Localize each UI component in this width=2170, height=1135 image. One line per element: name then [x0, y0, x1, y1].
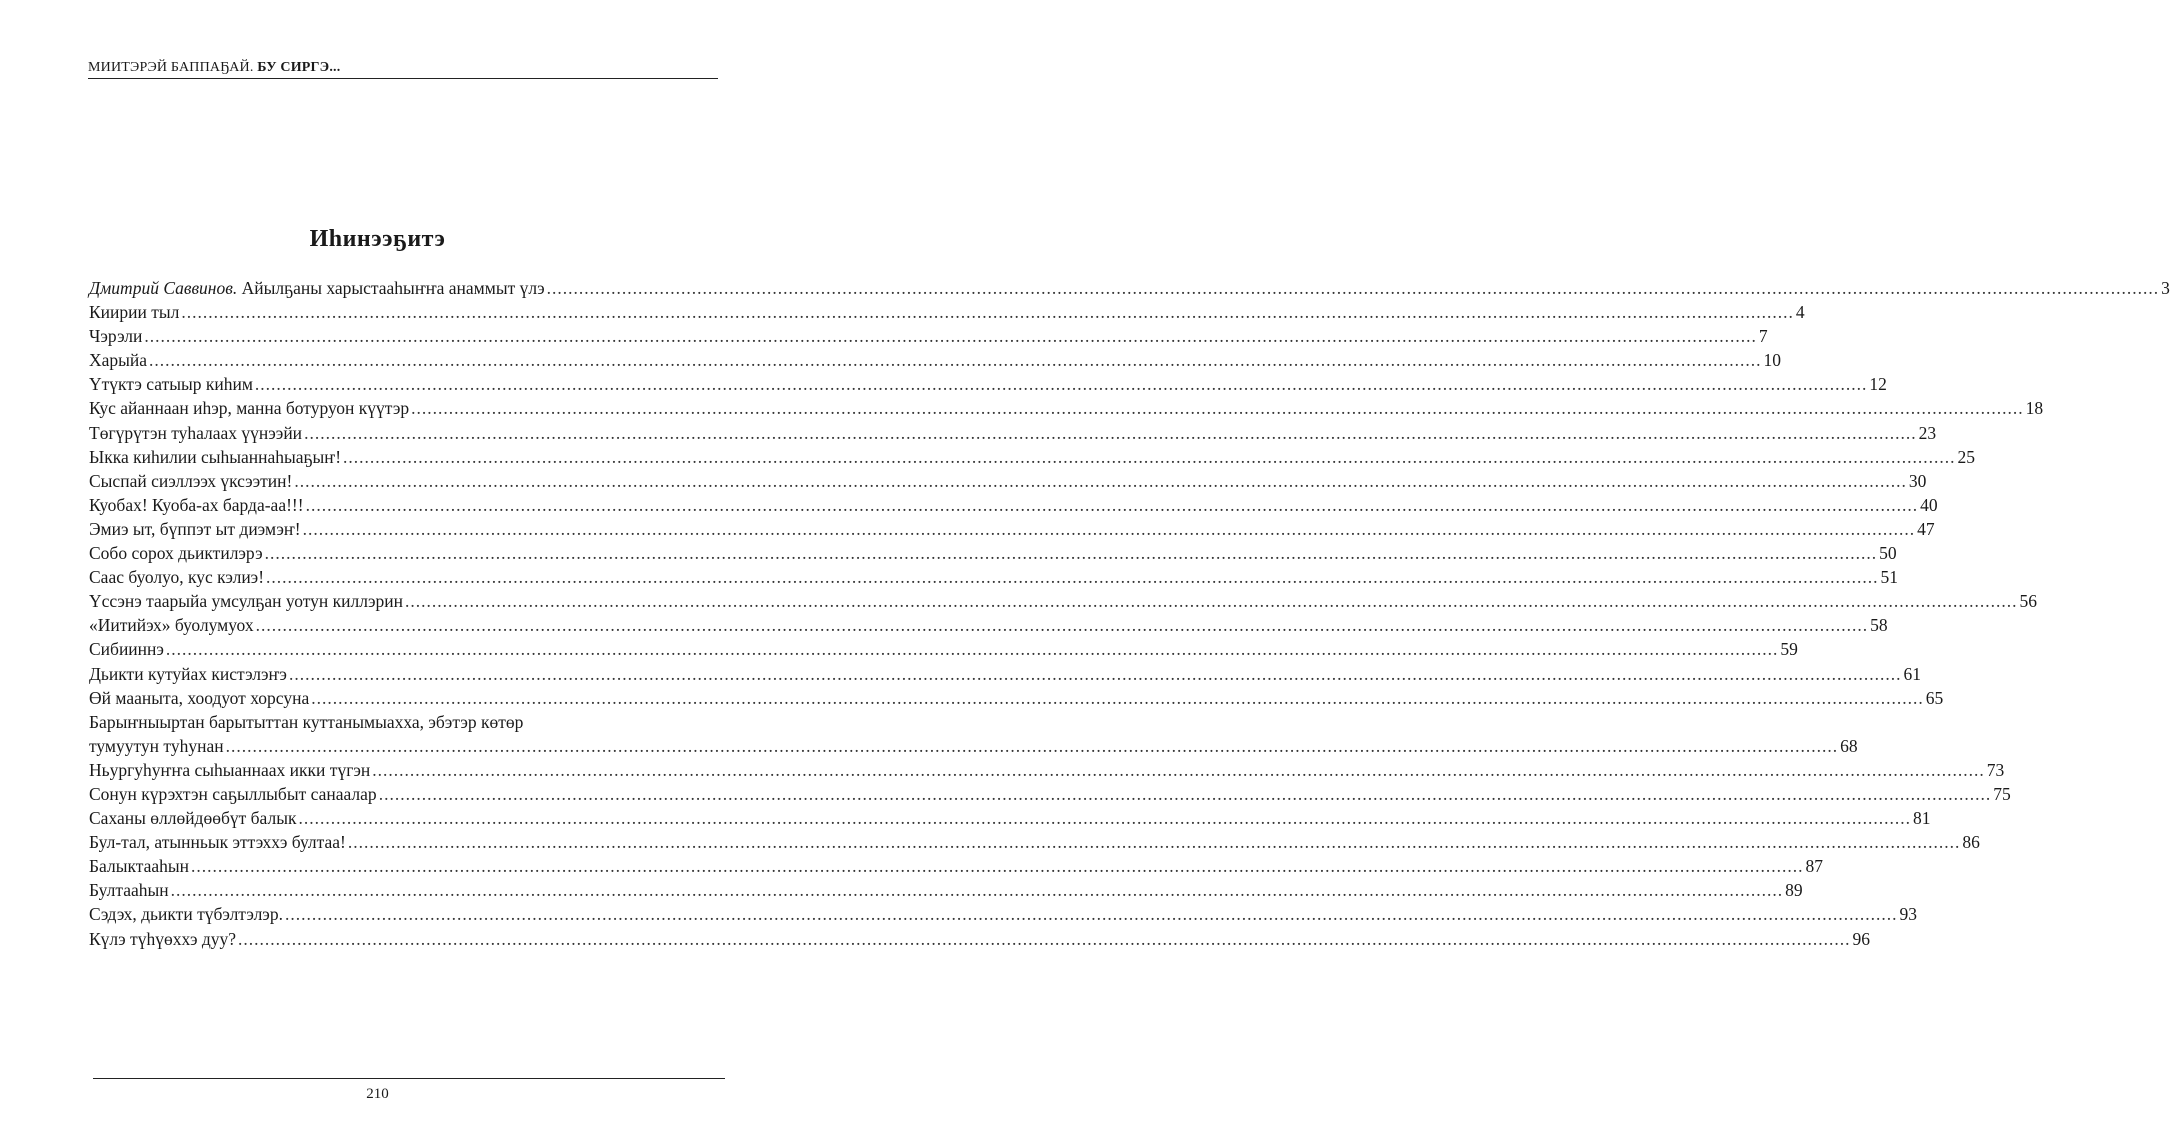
- toc-entry-title-continuation: тумуутун туһунан: [89, 735, 224, 756]
- toc-entry-title: [89, 613, 254, 637]
- toc-entry-page: 56: [2019, 591, 2037, 612]
- toc-entry: [89, 830, 1980, 854]
- toc-entry: [89, 276, 2170, 300]
- dot-leader: ............................................................................................................................................................................................................................................................................................................: [405, 591, 2018, 612]
- toc-entry-title: [89, 710, 523, 734]
- toc-entry-page: 68: [1840, 735, 1858, 756]
- toc-entry: [89, 613, 1888, 637]
- toc-entry-page: 93: [1899, 904, 1917, 925]
- toc-entry-line: [89, 878, 1803, 902]
- toc-entry-title-text: Сонун күрэхтэн саҕыллыбыт санаалар: [89, 783, 377, 804]
- toc-entry-title: [89, 372, 253, 396]
- toc-entry-line: [89, 445, 1976, 469]
- toc-entry: [89, 589, 2037, 613]
- toc-entry-page: 3: [2161, 278, 2170, 298]
- toc-entry: [89, 854, 1824, 878]
- toc-entry: [89, 541, 1897, 565]
- toc-entry: [89, 372, 1887, 396]
- toc-entry-line: [89, 396, 2044, 420]
- toc-entry-page: 12: [1869, 374, 1887, 395]
- toc-entry-title-text: Сэдэх, дьикти түбэлтэлэр.: [89, 904, 283, 925]
- toc-entry-page: 30: [1908, 470, 1927, 491]
- toc-entry-line: [89, 372, 1887, 396]
- toc-entry-page: 47: [1917, 518, 1935, 539]
- dot-leader: ............................................................................................................................................................................................................................................................................................................: [378, 783, 1992, 804]
- toc-entry-line: [89, 734, 1858, 758]
- toc-entry-page: 18: [2025, 398, 2044, 419]
- toc-entry-page: 75: [1993, 783, 2011, 804]
- toc-entry: [89, 637, 1798, 661]
- toc-entry-title: [89, 637, 164, 661]
- dot-leader: ............................................................................................................................................................................................................................................................................................................: [304, 422, 1917, 443]
- toc-entry-line: [89, 276, 2170, 300]
- toc-entry: [89, 445, 1976, 469]
- toc-entry-line: [89, 902, 1917, 926]
- dot-leader: ............................................................................................................................................................................................................................................................................................................: [347, 832, 1961, 853]
- toc-entry-author: Дмитрий Саввинов.: [89, 278, 238, 298]
- footer-rule: [93, 1078, 725, 1079]
- toc-entry-title-text: Бултааһын: [89, 880, 169, 901]
- toc-entry-title-text: Үссэнэ таарыйа умсулҕан уотун киллэрин: [89, 591, 403, 612]
- toc-entry-title: [89, 517, 301, 541]
- toc-entry-page: 86: [1962, 832, 1980, 853]
- toc-entry-title: [89, 878, 169, 902]
- dot-leader: ............................................................................................................................................................................................................................................................................................................: [411, 398, 2024, 419]
- toc-entry-page: 4: [1795, 302, 1805, 323]
- toc-entry-title: [89, 300, 179, 324]
- dot-leader: ............................................................................................................................................................................................................................................................................................................: [264, 543, 1878, 564]
- dot-leader: ............................................................................................................................................................................................................................................................................................................: [149, 350, 1762, 371]
- toc-entry-title: [89, 396, 409, 420]
- dot-leader: ............................................................................................................................................................................................................................................................................................................: [311, 687, 1924, 708]
- toc-entry-line: [89, 300, 1805, 324]
- running-head-author: МИИТЭРЭЙ БАППАҔАЙ.: [88, 60, 254, 75]
- toc-entry: [89, 324, 1768, 348]
- toc-entry-title-text: Дьикти кутуйах кистэлэҥэ: [89, 663, 287, 684]
- toc-entry-title: [89, 445, 341, 469]
- header-rule: [88, 78, 718, 79]
- toc-entry-page: 23: [1918, 422, 1937, 443]
- dot-leader: ............................................................................................................................................................................................................................................................................................................: [302, 518, 1916, 539]
- toc-entry-title: [89, 662, 287, 686]
- toc-entry-title-text: Саханы өллөйдөөбүт балык: [89, 808, 297, 829]
- toc-entry: [89, 902, 1917, 926]
- toc-entry: [89, 469, 1927, 493]
- toc-entry-title-text: Кус айаннаан иһэр, манна ботуруон күүтэр: [89, 398, 410, 419]
- dot-leader: ............................................................................................................................................................................................................................................................................................................: [181, 302, 1794, 323]
- toc-title: Иһинээҕитэ: [309, 226, 446, 252]
- toc-entry-page: 25: [1957, 446, 1976, 467]
- running-head: [88, 60, 718, 76]
- dot-leader: ............................................................................................................................................................................................................................................................................................................: [170, 880, 1784, 901]
- toc-entry-page: 10: [1763, 350, 1782, 371]
- toc-entry-page: 65: [1925, 687, 1944, 708]
- toc-entry-title: [89, 830, 346, 854]
- dot-leader: ............................................................................................................................................................................................................................................................................................................: [288, 663, 1902, 684]
- toc-entry-line: [89, 517, 1935, 541]
- toc-entry: [89, 806, 1931, 830]
- toc-entry-title: [89, 276, 545, 300]
- toc-entry-title: [89, 902, 283, 926]
- dot-leader: ............................................................................................................................................................................................................................................................................................................: [294, 470, 1907, 491]
- toc-entry-title-text: Киирии тыл: [89, 302, 180, 323]
- toc-entry-title-text: Собо сорох дьиктилэрэ: [89, 543, 263, 564]
- toc-entry-page: 58: [1870, 615, 1888, 636]
- toc-entry-page: 59: [1780, 639, 1798, 660]
- toc-entry-page: 40: [1920, 494, 1938, 515]
- dot-leader: ............................................................................................................................................................................................................................................................................................................: [165, 639, 1779, 660]
- toc-entry-page: 61: [1903, 663, 1921, 684]
- running-head-title: БУ СИРГЭ...: [257, 60, 341, 75]
- toc-entry-title: [89, 469, 292, 493]
- dot-leader: ............................................................................................................................................................................................................................................................................................................: [343, 446, 1956, 467]
- toc-entry-line: [89, 565, 1899, 589]
- toc-entry-line: [89, 662, 1921, 686]
- dot-leader: ............................................................................................................................................................................................................................................................................................................: [255, 615, 1869, 636]
- page-number: 210: [366, 1086, 389, 1102]
- dot-leader: ............................................................................................................................................................................................................................................................................................................: [546, 278, 2160, 298]
- dot-leader: ............................................................................................................................................................................................................................................................................................................: [298, 808, 1911, 829]
- toc-entry-title: [89, 806, 296, 830]
- toc-entry-title-text: Барыҥныыртан барытыттан куттанымыахха, эбэтэр көтөр: [89, 711, 524, 732]
- toc-entry: [89, 300, 1805, 324]
- toc-entry-title-text: Үтүктэ сатыыр киһим: [89, 374, 253, 395]
- toc-entry-line: [89, 637, 1798, 661]
- toc-entry-line: [89, 686, 1944, 710]
- toc-entry-page: 73: [1986, 759, 2005, 780]
- toc-entry: [89, 517, 1935, 541]
- dot-leader: ............................................................................................................................................................................................................................................................................................................: [191, 856, 1804, 877]
- toc-entry-title-text: Саас буолуо, кус кэлиэ!: [89, 567, 265, 588]
- toc-entry-title: [89, 854, 189, 878]
- toc-entry-page: 7: [1758, 326, 1768, 347]
- toc-entry-line: [89, 324, 1768, 348]
- toc-entry-title: [89, 348, 147, 372]
- toc-entry: [89, 348, 1782, 372]
- toc-entry-line: [89, 421, 1937, 445]
- toc-entry-page: 89: [1785, 880, 1803, 901]
- toc-entry-title-text: Харыйа: [89, 350, 148, 371]
- toc-entry-title: [89, 589, 403, 613]
- toc-entry-title: [89, 927, 236, 951]
- toc-entry: [89, 686, 1944, 710]
- toc-entry-title-text: Төгүрүтэн туһалаах үүнээйи: [89, 422, 303, 443]
- toc-entry-title-text: Эмиэ ыт, бүппэт ыт диэмэҥ!: [89, 518, 301, 539]
- toc-entry: [89, 878, 1803, 902]
- dot-leader: ............................................................................................................................................................................................................................................................................................................: [225, 735, 1839, 756]
- toc-entry-page: 96: [1852, 928, 1871, 949]
- toc-entry-page: 51: [1880, 567, 1899, 588]
- toc-entry-title-text: Бул-тал, атынньык эттэххэ бултаа!: [89, 832, 346, 853]
- toc-entry-title: [89, 421, 302, 445]
- table-of-contents: [89, 276, 2170, 951]
- toc-entry: [89, 927, 1871, 951]
- toc-entry: [89, 565, 1899, 589]
- dot-leader: ............................................................................................................................................................................................................................................................................................................: [305, 494, 1919, 515]
- toc-entry: [89, 758, 2005, 782]
- toc-entry-line: [89, 854, 1824, 878]
- toc-entry-line: [89, 348, 1782, 372]
- toc-entry: [89, 493, 1938, 517]
- toc-entry-title: [89, 565, 264, 589]
- toc-entry-line: [89, 710, 689, 734]
- toc-entry-title-text: Айылҕаны харыстааһыҥҥа анаммыт үлэ: [241, 278, 545, 298]
- toc-entry-page: 87: [1805, 856, 1824, 877]
- toc-entry: [89, 782, 2011, 806]
- toc-entry: [89, 710, 1858, 758]
- toc-entry-title-text: Сибииннэ: [89, 639, 164, 660]
- dot-leader: ............................................................................................................................................................................................................................................................................................................: [238, 928, 1851, 949]
- toc-entry-title-text: Куобах! Куоба-ах барда-аа!!!: [89, 494, 304, 515]
- toc-entry-title-text: Күлэ түһүөххэ дуу?: [89, 928, 237, 949]
- toc-entry-title-text: Өй мааныта, хоодуот хорсуна: [89, 687, 310, 708]
- toc-entry-title-text: Чэрэли: [89, 326, 143, 347]
- toc-entry-line: [89, 758, 2005, 782]
- toc-entry-title-text: «Иитийэх» буолумуох: [89, 615, 254, 636]
- toc-entry-page: 81: [1912, 808, 1931, 829]
- dot-leader: ............................................................................................................................................................................................................................................................................................................: [266, 567, 1879, 588]
- toc-entry-title: [89, 324, 142, 348]
- dot-leader: ............................................................................................................................................................................................................................................................................................................: [254, 374, 1868, 395]
- toc-entry-line: [89, 493, 1938, 517]
- toc-entry: [89, 662, 1921, 686]
- toc-entry-title: [89, 686, 309, 710]
- toc-entry-title: [89, 782, 377, 806]
- toc-entry-line: [89, 782, 2011, 806]
- toc-entry-line: [89, 613, 1888, 637]
- toc-entry: [89, 421, 1937, 445]
- toc-entry-page: 50: [1879, 543, 1897, 564]
- toc-entry-line: [89, 806, 1931, 830]
- toc-entry-title: [89, 541, 263, 565]
- toc-entry-title-text: Ньургуһуҥҥа сыһыаннаах икки түгэн: [89, 759, 371, 780]
- toc-entry: [89, 396, 2044, 420]
- toc-entry-title-text: Ыкка киһилии сыһыаннаһыаҕыҥ!: [89, 446, 342, 467]
- toc-entry-line: [89, 469, 1927, 493]
- toc-entry-title: [89, 758, 370, 782]
- toc-entry-title-text: Балыктааһын: [89, 856, 190, 877]
- toc-entry-title: [89, 493, 304, 517]
- dot-leader: ............................................................................................................................................................................................................................................................................................................: [372, 759, 1985, 780]
- toc-entry-line: [89, 589, 2037, 613]
- toc-entry-line: [89, 830, 1980, 854]
- dot-leader: ............................................................................................................................................................................................................................................................................................................: [144, 326, 1757, 347]
- toc-entry-line: [89, 541, 1897, 565]
- dot-leader: ............................................................................................................................................................................................................................................................................................................: [284, 904, 1898, 925]
- toc-entry-line: [89, 927, 1871, 951]
- toc-entry-title-text: Сыспай сиэллээх үксээтин!: [89, 470, 293, 491]
